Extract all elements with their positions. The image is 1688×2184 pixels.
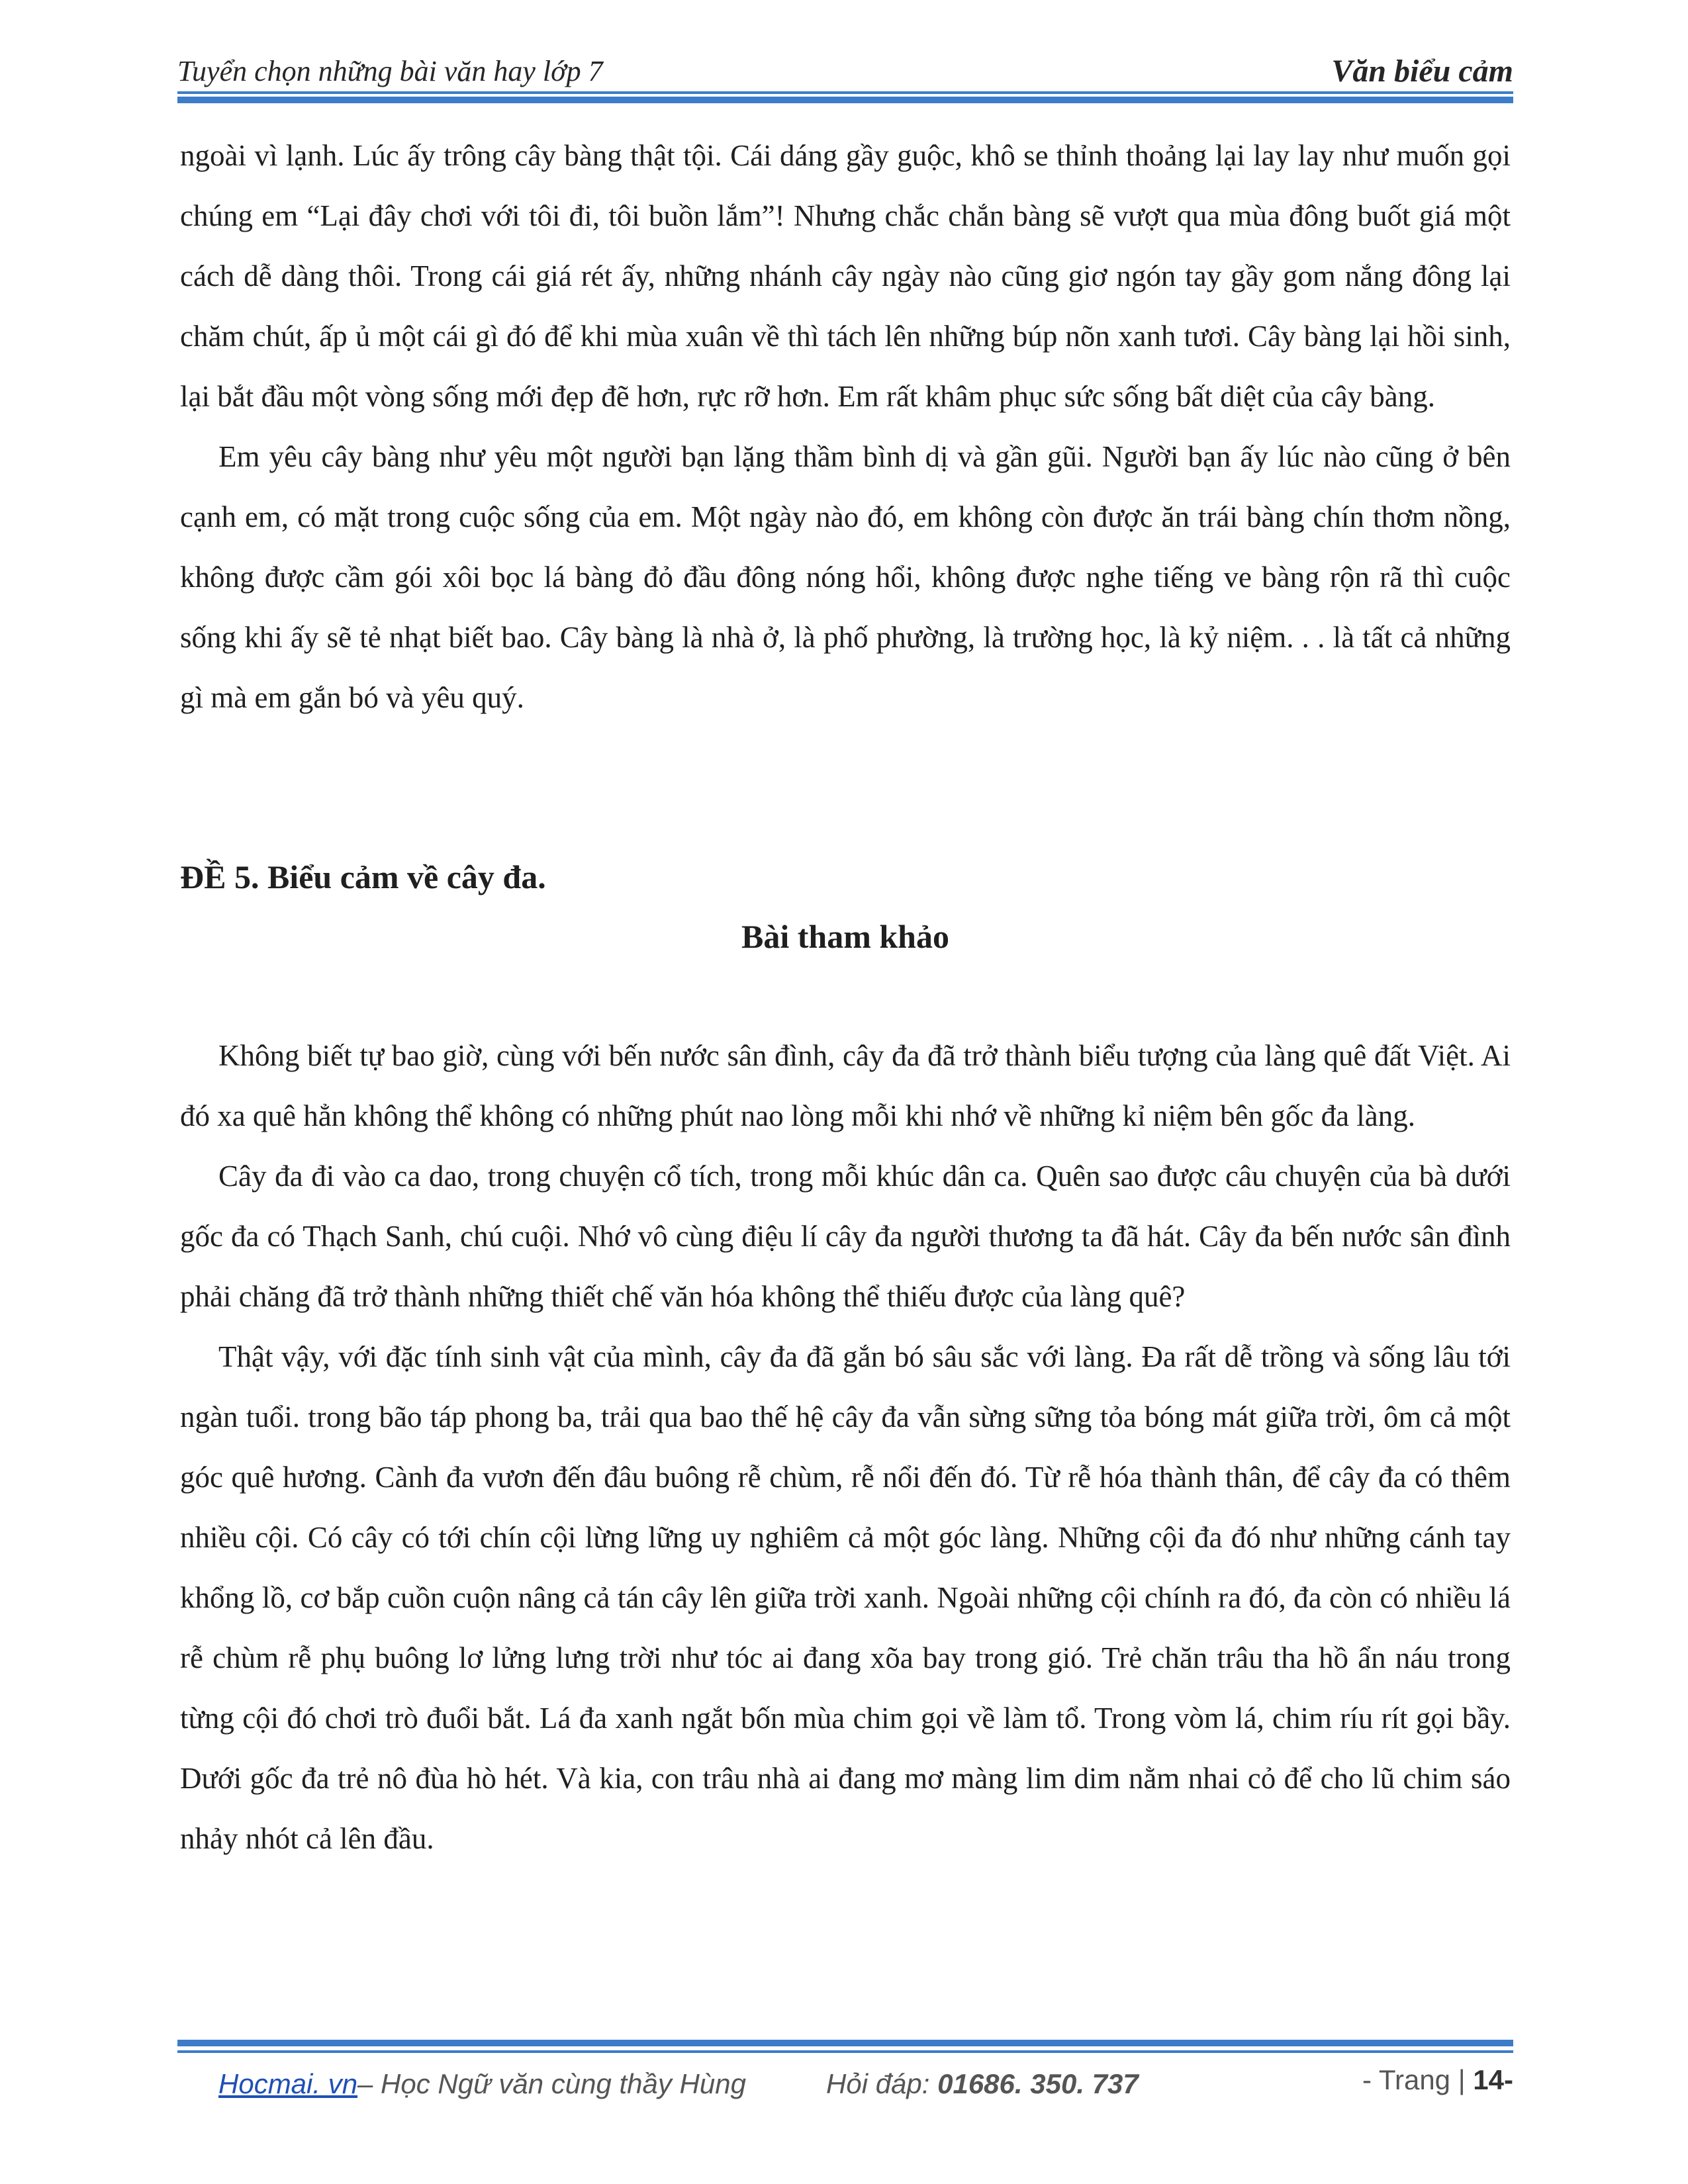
- header-rule-thin: [177, 91, 1513, 94]
- page-content: [180, 126, 1511, 1869]
- hotline-label: Hỏi đáp:: [826, 2068, 938, 2099]
- page-footer: [177, 2064, 1513, 2115]
- page-indicator: [1362, 2064, 1513, 2096]
- footer-tagline: – Học Ngữ văn cùng thầy Hùng: [357, 2068, 746, 2099]
- header-rule-thick: [177, 97, 1513, 103]
- paragraph: Không biết tự bao giờ, cùng với bến nước sân đình, cây đa đã trở thành biểu tượng của làng quê đất Việt. Ai đó xa quê hẳn không thể không có những phút nao lòng mỗi khi nhớ về những kỉ niệm bên gốc đa làng.: [180, 1039, 1511, 1132]
- footer-rule-thick: [177, 2040, 1513, 2046]
- section-title: Văn biểu cảm: [1331, 54, 1513, 89]
- footer-rule-thin: [177, 2050, 1513, 2053]
- spacer: [180, 728, 1511, 847]
- paragraph: Cây đa đi vào ca dao, trong chuyện cổ tích, trong mỗi khúc dân ca. Quên sao được câu chuyện của bà dưới gốc đa có Thạch Sanh, chú cuội. Nhớ vô cùng điệu lí cây đa người thương ta đã hát. Cây đa bến nước sân đình phải chăng đã trở thành những thiết chế văn hóa không thể thiếu được của làng quê?: [180, 1160, 1511, 1313]
- page-label: - Trang |: [1362, 2064, 1474, 2095]
- paragraph: Em yêu cây bàng như yêu một người bạn lặng thầm bình dị và gần gũi. Người bạn ấy lúc nào cũng ở bên cạnh em, có mặt trong cuộc sống của em. Một ngày nào đó, em không còn được ăn trái bàng chín thơm nồng, không được cầm gói xôi bọc lá bàng đỏ đầu đông nóng hổi, không được nghe tiếng ve bàng rộn rã thì cuộc sống khi ấy sẽ tẻ nhạt biết bao. Cây bàng là nhà ở, là phố phường, là trường học, là kỷ niệm. . . là tất cả những gì mà em gắn bó và yêu quý.: [180, 440, 1511, 714]
- paragraph: ngoài vì lạnh. Lúc ấy trông cây bàng thật tội. Cái dáng gầy guộc, khô se thỉnh thoảng lại lay lay như muốn gọi chúng em “Lại đây chơi với tôi đi, tôi buồn lắm”! Nhưng chắc chắn bàng sẽ vượt qua mùa đông buốt giá một cách dễ dàng thôi. Trong cái giá rét ấy, những nhánh cây ngày nào cũng giơ ngón tay gầy gom nắng đông lại chăm chút, ấp ủ một cái gì đó để khi mùa xuân về thì tách lên những búp nõn xanh tươi. Cây bàng lại hồi sinh, lại bắt đầu một vòng sống mới đẹp đẽ hơn, rực rỡ hơn. Em rất khâm phục sức sống bất diệt của cây bàng.: [180, 139, 1511, 413]
- hotline-number: 01686. 350. 737: [937, 2068, 1139, 2099]
- paragraph: Thật vậy, với đặc tính sinh vật của mình, cây đa đã gắn bó sâu sắc với làng. Đa rất dễ trồng và sống lâu tới ngàn tuổi. trong bão táp phong ba, trải qua bao thế hệ cây đa vẫn sừng sững tỏa bóng mát giữa trời, ôm cả một góc quê hương. Cành đa vươn đến đâu buông rễ chùm, rễ nổi đến đó. Từ rễ hóa thành thân, để cây đa có thêm nhiều cội. Có cây có tới chín cội lừng lững uy nghiêm cả một góc làng. Những cội đa đó như những cánh tay khổng lồ, cơ bắp cuồn cuộn nâng cả tán cây lên giữa trời xanh. Ngoài những cội chính ra đó, đa còn có nhiều lá rễ chùm rễ phụ buông lơ lửng lưng trời như tóc ai đang xõa bay trong gió. Trẻ chăn trâu tha hồ ẩn náu trong từng cội đó chơi trò đuổi bắt. Lá đa xanh ngắt bốn mùa chim gọi về làm tổ. Trong vòm lá, chim ríu rít gọi bầy. Dưới gốc đa trẻ nô đùa hò hét. Và kia, con trâu nhà ai đang mơ màng lim dim nằm nhai cỏ để cho lũ chim sáo nhảy nhót cả lên đầu.: [180, 1340, 1511, 1855]
- exercise-heading: ĐỀ 5. Biểu cảm về cây đa.: [180, 858, 546, 895]
- spacer: [180, 966, 1511, 1026]
- footer-hotline: [826, 2068, 1139, 2100]
- page-number: 14-: [1473, 2064, 1513, 2095]
- reference-subheading: Bài tham khảo: [741, 918, 949, 955]
- document-title: Tuyển chọn những bài văn hay lớp 7: [177, 55, 603, 87]
- site-link[interactable]: Hocmai. vn: [218, 2068, 358, 2099]
